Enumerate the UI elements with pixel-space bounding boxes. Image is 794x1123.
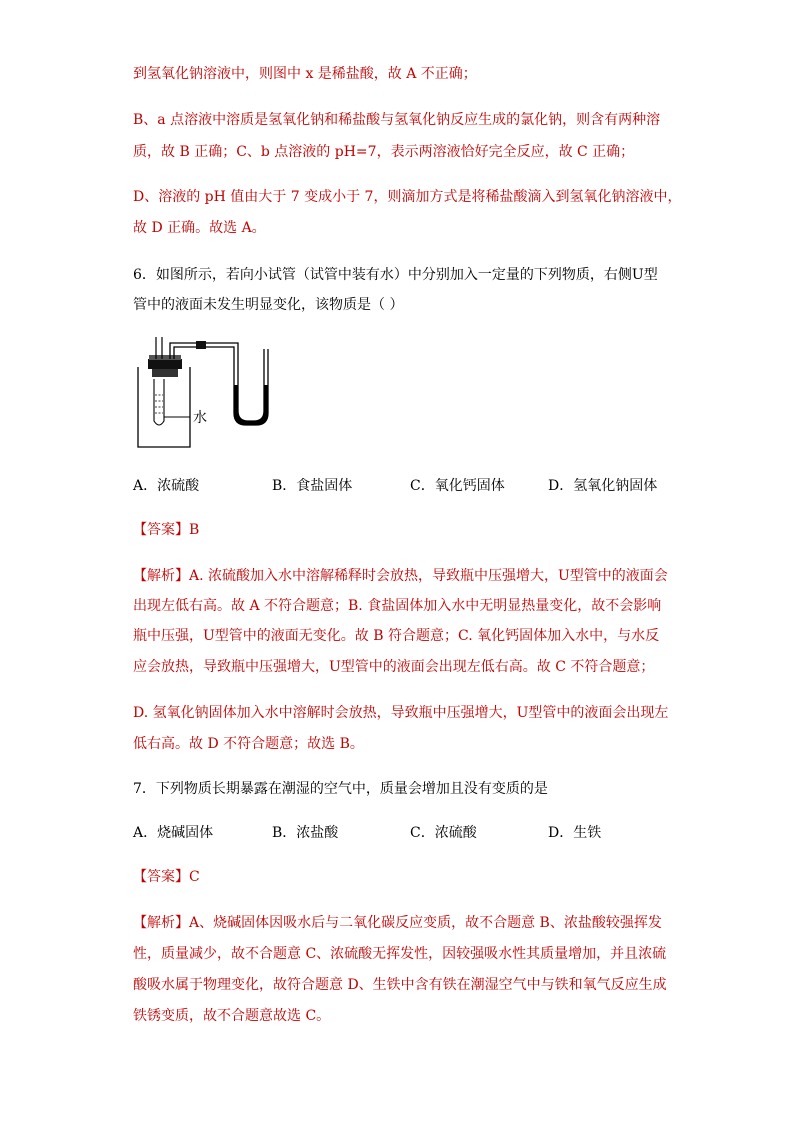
q6-stem-line-2: 管中的液面未发生明显变化，该物质是（ ） [133, 297, 404, 313]
q6-explanation-line-3: 瓶中压强，U型管中的液面无变化。故 B 符合题意；C. 氧化钙固体加入水中，与水反 [133, 628, 660, 644]
q6-apparatus-figure [128, 335, 278, 455]
q5-explanation-line-3: 质，故 B 正确；C、b 点溶液的 pH=7，表示两溶液恰好完全反应，故 C 正确； [133, 144, 635, 160]
q6-option-d: D．氢氧化钠固体 [548, 478, 658, 494]
q7-option-a: A．烧碱固体 [133, 825, 214, 841]
q6-explanation-line-5: D. 氢氧化钠固体加入水中溶解时会放热，导致瓶中压强增大，U型管中的液面会出现左 [133, 705, 669, 721]
q7-option-b: B．浓盐酸 [272, 825, 339, 841]
q6-answer: 【答案】B [133, 522, 200, 538]
q7-explanation-line-3: 酸吸水属于物理变化，故符合题意 D、生铁中含有铁在潮湿空气中与铁和氧气反应生成 [133, 977, 667, 993]
q7-option-c: C．浓硫酸 [410, 825, 477, 841]
apparatus-diagram [128, 335, 278, 455]
q6-explanation-line-2: 出现左低右高。故 A 不符合题意；B. 食盐固体加入水中无明显热量变化，故不会影响 [133, 598, 662, 614]
water-label: 水 [193, 410, 207, 426]
q7-explanation-line-4: 铁锈变质，故不合题意故选 C。 [133, 1008, 331, 1024]
q7-stem: 7．下列物质长期暴露在潮湿的空气中，质量会增加且没有变质的是 [133, 781, 548, 797]
q6-option-b: B．食盐固体 [272, 478, 353, 494]
q5-explanation-line-5: 故 D 正确。故选 A。 [133, 220, 266, 236]
q6-explanation-line-6: 低右高。故 D 不符合题意；故选 B。 [133, 736, 364, 752]
q6-explanation-line-1: 【解析】A. 浓硫酸加入水中溶解稀释时会放热，导致瓶中压强增大，U型管中的液面会 [133, 568, 668, 584]
q5-explanation-line-2: B、a 点溶液中溶质是氢氧化钠和稀盐酸与氢氧化钠反应生成的氯化钠，则含有两种溶 [133, 112, 661, 128]
q7-explanation-line-2: 性，质量减少，故不合题意 C、浓硫酸无挥发性，因较强吸水性其质量增加，并且浓硫 [133, 946, 667, 962]
q6-option-a: A．浓硫酸 [133, 478, 200, 494]
q7-explanation-line-1: 【解析】A、烧碱固体因吸水后与二氧化碳反应变质，故不合题意 B、浓盐酸较强挥发 [133, 915, 662, 931]
q6-option-c: C．氧化钙固体 [410, 478, 505, 494]
q6-explanation-line-4: 应会放热，导致瓶中压强增大，U型管中的液面会出现左低右高。故 C 不符合题意； [133, 659, 655, 675]
q5-explanation-line-1: 到氢氧化钠溶液中，则图中 x 是稀盐酸，故 A 不正确； [133, 66, 477, 82]
q5-explanation-line-4: D、溶液的 pH 值由大于 7 变成小于 7，则滴加方式是将稀盐酸滴入到氢氧化钠溶液中， [133, 189, 682, 205]
q6-stem-line-1: 6．如图所示，若向小试管（试管中装有水）中分别加入一定量的下列物质，右侧U型 [133, 267, 658, 283]
q7-answer: 【答案】C [133, 869, 200, 885]
q7-option-d: D．生铁 [548, 825, 602, 841]
